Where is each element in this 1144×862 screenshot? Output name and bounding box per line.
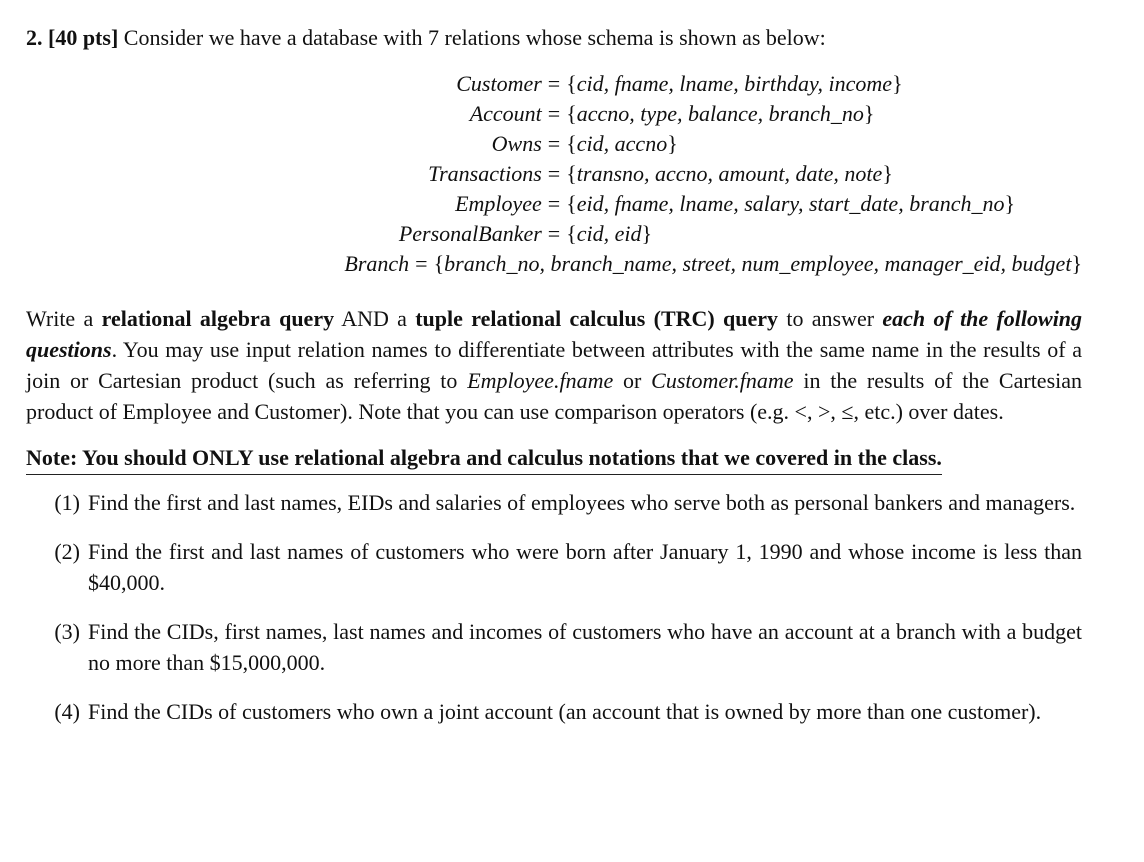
question-number: (4): [54, 699, 80, 724]
question-text: Find the CIDs, first names, last names and incomes of customers who have an account at a branch with a budget no more than $15,000,000.: [88, 619, 1082, 675]
schema-row: PersonalBanker = {cid, eid}: [26, 219, 1082, 249]
schema-row: Customer = {cid, fname, lname, birthday, income}: [26, 69, 1082, 99]
schema-row: Owns = {cid, accno}: [26, 129, 1082, 159]
example-customer-fname: Customer.fname: [651, 368, 794, 393]
document-page: [26, 22, 1082, 745]
note-underlined: Note: You should ONLY use relational algebra and calculus notations that we covered in the class.: [26, 443, 942, 475]
relation-name: Transactions: [428, 161, 542, 186]
relation-name: Customer: [456, 71, 542, 96]
relation-attributes: cid, eid: [576, 221, 642, 246]
question-list: [26, 487, 1082, 727]
problem-points: [40 pts]: [48, 25, 119, 50]
question-text: Find the first and last names, EIDs and salaries of employees who serve both as personal bankers and managers.: [88, 490, 1076, 515]
emphasis-relational-algebra: relational algebra query: [101, 306, 335, 331]
relation-attributes: eid, fname, lname, salary, start_date, branch_no: [576, 191, 1005, 216]
emphasis-each-question: each of the following questions: [26, 306, 1083, 362]
example-employee-fname: Employee.fname: [467, 368, 614, 393]
schema-row: Branch = {branch_no, branch_name, street, num_employee, manager_eid, budget}: [26, 249, 1082, 279]
question-number: (2): [54, 539, 80, 564]
question-item: [26, 487, 1082, 518]
schema-row: Account = {accno, type, balance, branch_no}: [26, 99, 1082, 129]
schema-block: [26, 69, 1082, 279]
question-text: Find the CIDs of customers who own a joint account (an account that is owned by more than one customer).: [88, 699, 1042, 724]
relation-name: Branch: [344, 251, 410, 276]
schema-row: Transactions = {transno, accno, amount, date, note}: [26, 159, 1082, 189]
relation-attributes: transno, accno, amount, date, note: [576, 161, 883, 186]
emphasis-trc: tuple relational calculus (TRC) query: [415, 306, 779, 331]
relation-name: PersonalBanker: [398, 221, 542, 246]
question-number: (3): [54, 619, 80, 644]
relation-name: Account: [469, 101, 542, 126]
relation-attributes: branch_no, branch_name, street, num_employee, manager_eid, budget: [444, 251, 1072, 276]
question-text: Find the first and last names of customers who were born after January 1, 1990 and whose income is less than $40,000.: [88, 539, 1082, 595]
schema-row: Employee = {eid, fname, lname, salary, start_date, branch_no}: [26, 189, 1082, 219]
relation-attributes: cid, accno: [576, 131, 668, 156]
relation-name: Employee: [455, 191, 542, 216]
question-item: [26, 696, 1082, 727]
question-number: (1): [54, 490, 80, 515]
relation-attributes: cid, fname, lname, birthday, income: [576, 71, 893, 96]
problem-intro: Consider we have a database with 7 relations whose schema is shown as below:: [123, 25, 826, 50]
relation-name: Owns: [491, 131, 542, 156]
question-item: [26, 536, 1082, 598]
problem-heading: [26, 22, 1082, 54]
instructions-paragraph: Write a relational algebra query AND a tuple relational calculus (TRC) query to answer each of the following questions. You may use input relation names to differentiate between attributes with the same name in the results of a join or Cartesian product (such as referring to Employee.fname or Customer.fname in the results of the Cartesian product of Employee and Customer). Note that you can use comparison operators (e.g. <, >, ≤, etc.) over dates.: [26, 306, 1083, 424]
question-item: [26, 616, 1082, 678]
problem-number: 2.: [26, 25, 43, 50]
relation-attributes: accno, type, balance, branch_no: [576, 101, 864, 126]
